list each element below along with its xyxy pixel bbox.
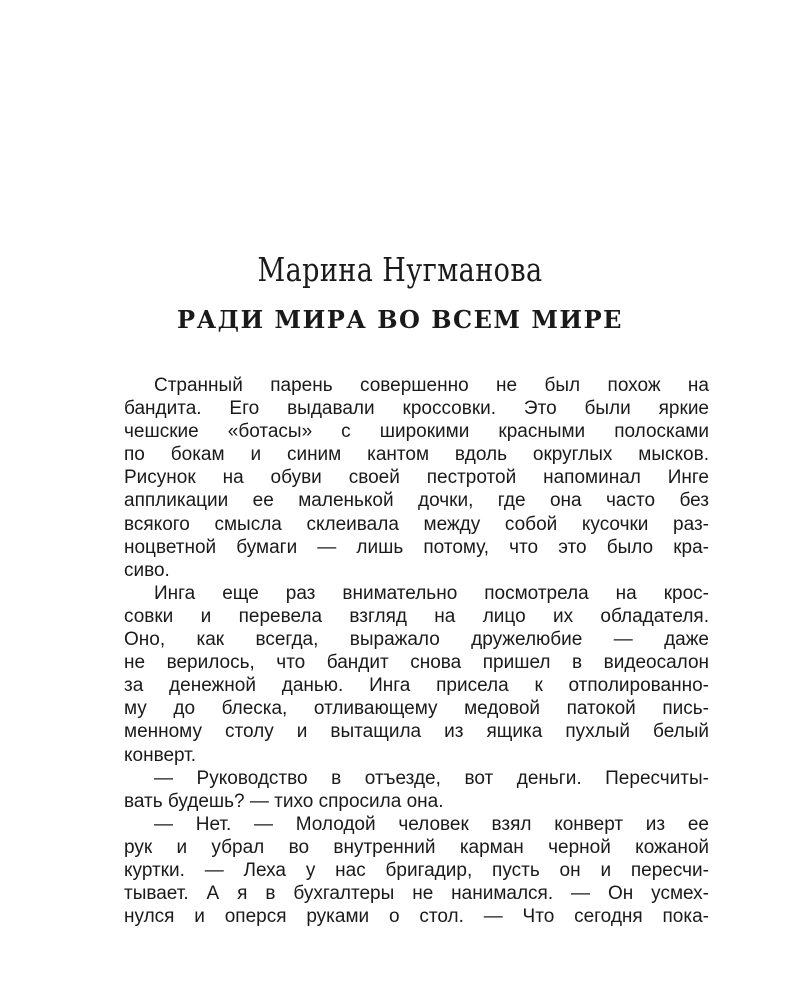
text-line: ноцветной бумаги — лишь потому, что это было кра- — [124, 536, 709, 558]
text-line: чешские «ботасы» с широкими красными полосками — [124, 421, 709, 443]
story-text — [124, 374, 709, 928]
text-line: нулся и оперся руками о стол. — Что сегодня пока- — [124, 906, 709, 928]
text-line: Странный парень совершенно не был похож на — [154, 375, 709, 396]
text-line: по бокам и синим кантом вдоль округлых мысков. — [124, 444, 709, 466]
text-line: Оно, как всегда, выражало дружелюбие — даже — [124, 629, 709, 651]
paragraph — [124, 374, 709, 582]
author-name: Марина Нугманова — [257, 250, 543, 289]
text-line: — Нет. — Молодой человек взял конверт из ее — [154, 813, 709, 835]
paragraph — [124, 767, 709, 813]
text-line: бандита. Его выдавали кроссовки. Это были яркие — [124, 398, 709, 420]
text-line: Инга еще раз внимательно посмотрела на крос- — [154, 582, 709, 604]
text-line: аппликации ее маленькой дочки, где она часто без — [124, 490, 709, 512]
text-line: менному столу и вытащила из ящика пухлый белый — [124, 721, 709, 743]
paragraph — [124, 813, 709, 928]
text-line: не верилось, что бандит снова пришел в видеосалон — [124, 652, 709, 674]
paragraph — [124, 582, 709, 767]
text-line: сиво. — [124, 559, 170, 581]
text-line: му до блеска, отливающему медовой патокой пись- — [124, 698, 709, 720]
text-line: рук и убрал во внутренний карман черной кожаной — [124, 836, 709, 858]
text-line: вать будешь? — тихо спросила она. — [124, 790, 444, 812]
text-line: за денежной данью. Инга присела к отполированно- — [124, 675, 709, 697]
text-line: тывает. А я в бухгалтеры не нанимался. — Он усмех- — [124, 883, 709, 905]
text-line: Рисунок на обуви своей пестротой напоминал Инге — [124, 467, 709, 489]
text-line: куртки. — Леха у нас бригадир, пусть он и пересчи- — [124, 859, 709, 881]
text-line: всякого смысла склеивала между собой кусочки раз- — [124, 513, 709, 535]
story-title: РАДИ МИРА ВО ВСЕМ МИРЕ — [177, 305, 623, 334]
text-line: конверт. — [124, 744, 197, 766]
text-line: — Руководство в отъезде, вот деньги. Пересчиты- — [154, 767, 709, 789]
text-line: совки и перевела взгляд на лицо их обладателя. — [124, 605, 709, 627]
